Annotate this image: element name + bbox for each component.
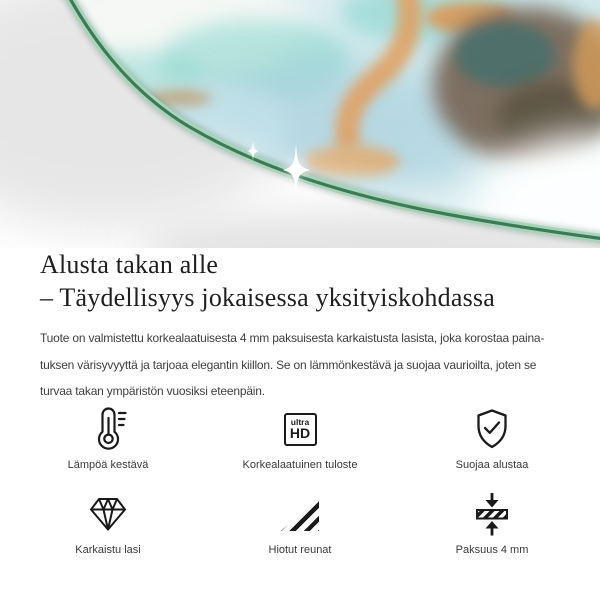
thickness-icon bbox=[470, 488, 514, 540]
ultra-hd-icon-text-small: ultra bbox=[290, 417, 310, 427]
feature-high-quality-print bbox=[204, 403, 396, 472]
heading-line-2: – Täydellisyys jokaisessa yksityiskohdassa bbox=[40, 283, 495, 313]
ultra-hd-icon bbox=[284, 403, 317, 455]
feature-polished-edges bbox=[204, 488, 396, 557]
feature-label: Korkealaatuinen tuloste bbox=[242, 459, 358, 471]
feature-label: Hiotut reunat bbox=[268, 544, 332, 556]
feature-heat-resistant bbox=[12, 403, 204, 472]
product-description bbox=[40, 325, 588, 405]
feature-label: Paksuus 4 mm bbox=[455, 544, 529, 556]
feature-grid bbox=[12, 403, 588, 557]
description-line: turvaa takan ympäristön vuosiksi eteenpäin. bbox=[40, 384, 265, 398]
heading-line-1: Alusta takan alle bbox=[40, 250, 219, 280]
feature-tempered-glass bbox=[12, 488, 204, 557]
feature-protects-surface bbox=[396, 403, 588, 472]
product-photo bbox=[0, 0, 600, 248]
thermometer-icon bbox=[86, 403, 130, 455]
polished-edges-icon bbox=[281, 488, 319, 540]
feature-label: Karkaistu lasi bbox=[75, 544, 141, 556]
diamond-icon bbox=[86, 488, 130, 540]
ultra-hd-icon-text-big: HD bbox=[289, 425, 311, 441]
feature-thickness bbox=[396, 488, 588, 557]
description-line: Tuote on valmistettu korkealaatuisesta 4 mm paksuisesta karkaistusta lasista, joka korostaa paina- bbox=[40, 331, 545, 345]
feature-label: Suojaa alustaa bbox=[455, 459, 529, 471]
shield-check-icon bbox=[470, 403, 514, 455]
feature-label: Lämpöä kestävä bbox=[67, 459, 149, 471]
section-heading bbox=[40, 248, 580, 314]
description-line: tuksen värisyvyyttä ja tarjoaa elegantin kiillon. Se on lämmönkestävä ja suojaa vaurioilta, joten se bbox=[40, 357, 537, 372]
glass-hearth-pad-image bbox=[0, 0, 600, 248]
